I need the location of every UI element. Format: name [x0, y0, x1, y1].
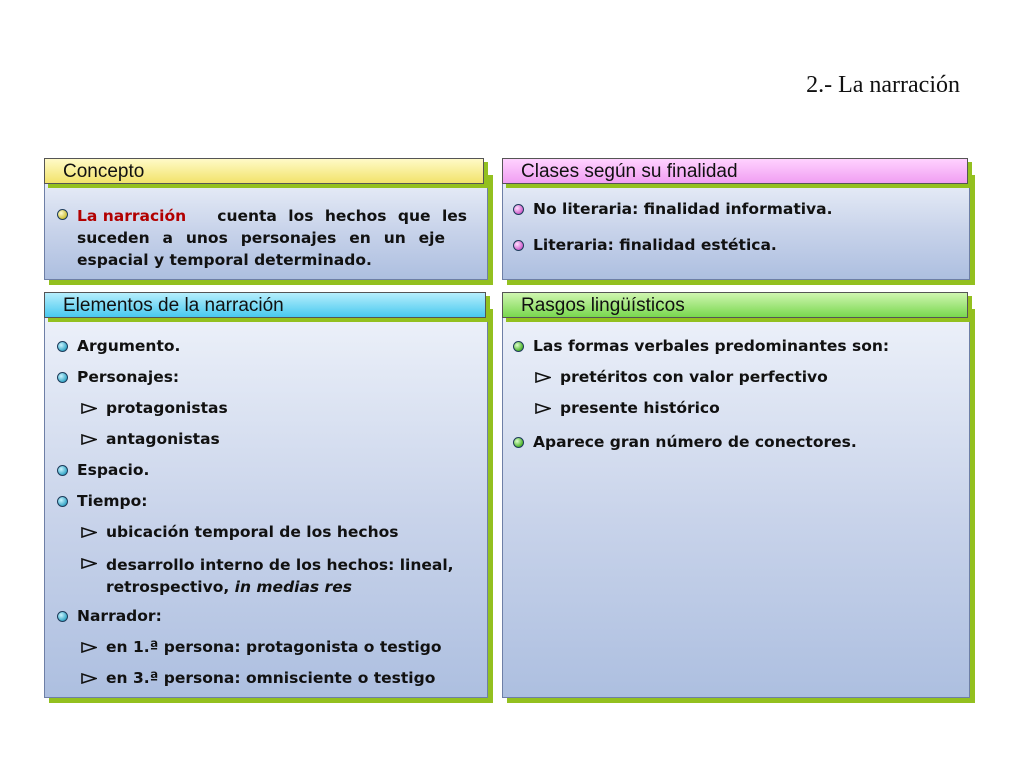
circle-bullet-icon — [513, 341, 524, 352]
concepto-tab — [44, 158, 484, 184]
list-item — [57, 337, 180, 355]
circle-bullet-icon — [57, 372, 68, 383]
circle-bullet-icon — [513, 204, 524, 215]
list-item — [513, 236, 777, 254]
espacio-label: Espacio. — [77, 461, 150, 479]
list-item — [81, 669, 435, 687]
tercera-persona-label: en 3.ª persona: omnisciente o testigo — [106, 669, 436, 687]
clases-title: Clases según su finalidad — [521, 161, 738, 182]
concepto-lead: La narración — [77, 207, 187, 225]
list-item — [81, 638, 441, 656]
list-item — [513, 200, 833, 218]
concepto-panel — [44, 170, 488, 280]
clases-item-label: No literaria: finalidad informativa. — [533, 200, 833, 218]
circle-bullet-icon — [57, 496, 68, 507]
antagonistas-label: antagonistas — [106, 430, 220, 448]
rasgos-tab — [502, 292, 968, 318]
arrow-bullet-icon — [81, 399, 99, 414]
concepto-line1: cuenta los hechos que les — [217, 207, 467, 225]
tiempo-label: Tiempo: — [77, 492, 148, 510]
arrow-bullet-icon — [535, 368, 553, 383]
primera-persona-label: en 1.ª persona: protagonista o testigo — [106, 638, 442, 656]
arrow-bullet-icon — [81, 669, 99, 684]
desarrollo-line1: desarrollo interno de los hechos: lineal, — [106, 556, 454, 574]
arrow-bullet-icon — [81, 523, 99, 538]
list-item — [81, 399, 228, 417]
circle-bullet-icon — [513, 437, 524, 448]
circle-bullet-icon — [57, 341, 68, 352]
arrow-bullet-icon — [535, 399, 553, 414]
list-item — [513, 337, 889, 355]
list-item — [57, 461, 149, 479]
formas-label: Las formas verbales predominantes son: — [533, 337, 890, 355]
list-item — [81, 554, 454, 598]
protagonistas-label: protagonistas — [106, 399, 228, 417]
clases-tab — [502, 158, 968, 184]
rasgos-panel — [502, 304, 970, 698]
elementos-tab — [44, 292, 486, 318]
clases-panel — [502, 170, 970, 280]
list-item — [81, 523, 399, 541]
list-item — [535, 368, 828, 386]
circle-bullet-icon — [57, 611, 68, 622]
page-title: 2.- La narración — [806, 72, 960, 98]
desarrollo-line2: retrospectivo, — [106, 578, 230, 596]
concepto-title: Concepto — [63, 161, 145, 182]
clases-item-label: Literaria: finalidad estética. — [533, 236, 777, 254]
presente-label: presente histórico — [560, 399, 720, 417]
personajes-label: Personajes: — [77, 368, 180, 386]
rasgos-title: Rasgos lingüísticos — [521, 295, 685, 316]
circle-bullet-icon — [57, 465, 68, 476]
arrow-bullet-icon — [81, 430, 99, 445]
argumento-label: Argumento. — [77, 337, 181, 355]
ubicacion-label: ubicación temporal de los hechos — [106, 523, 399, 541]
list-item — [57, 368, 179, 386]
elementos-title: Elementos de la narración — [63, 295, 284, 316]
concepto-line2: suceden a unos personajes en un eje — [77, 229, 446, 247]
elementos-panel — [44, 304, 488, 698]
list-item — [513, 433, 857, 451]
list-item — [57, 607, 162, 625]
narrador-label: Narrador: — [77, 607, 162, 625]
arrow-bullet-icon — [81, 638, 99, 653]
list-item — [81, 430, 220, 448]
concepto-line3: espacial y temporal determinado. — [77, 251, 372, 269]
list-item — [57, 492, 148, 510]
desarrollo-italic: in medias res — [234, 578, 352, 596]
preteritos-label: pretéritos con valor perfectivo — [560, 368, 828, 386]
circle-bullet-icon — [513, 240, 524, 251]
arrow-bullet-icon — [81, 554, 99, 569]
list-item — [535, 399, 720, 417]
concepto-text — [57, 205, 467, 271]
conectores-label: Aparece gran número de conectores. — [533, 433, 857, 451]
circle-bullet-icon — [57, 209, 68, 220]
